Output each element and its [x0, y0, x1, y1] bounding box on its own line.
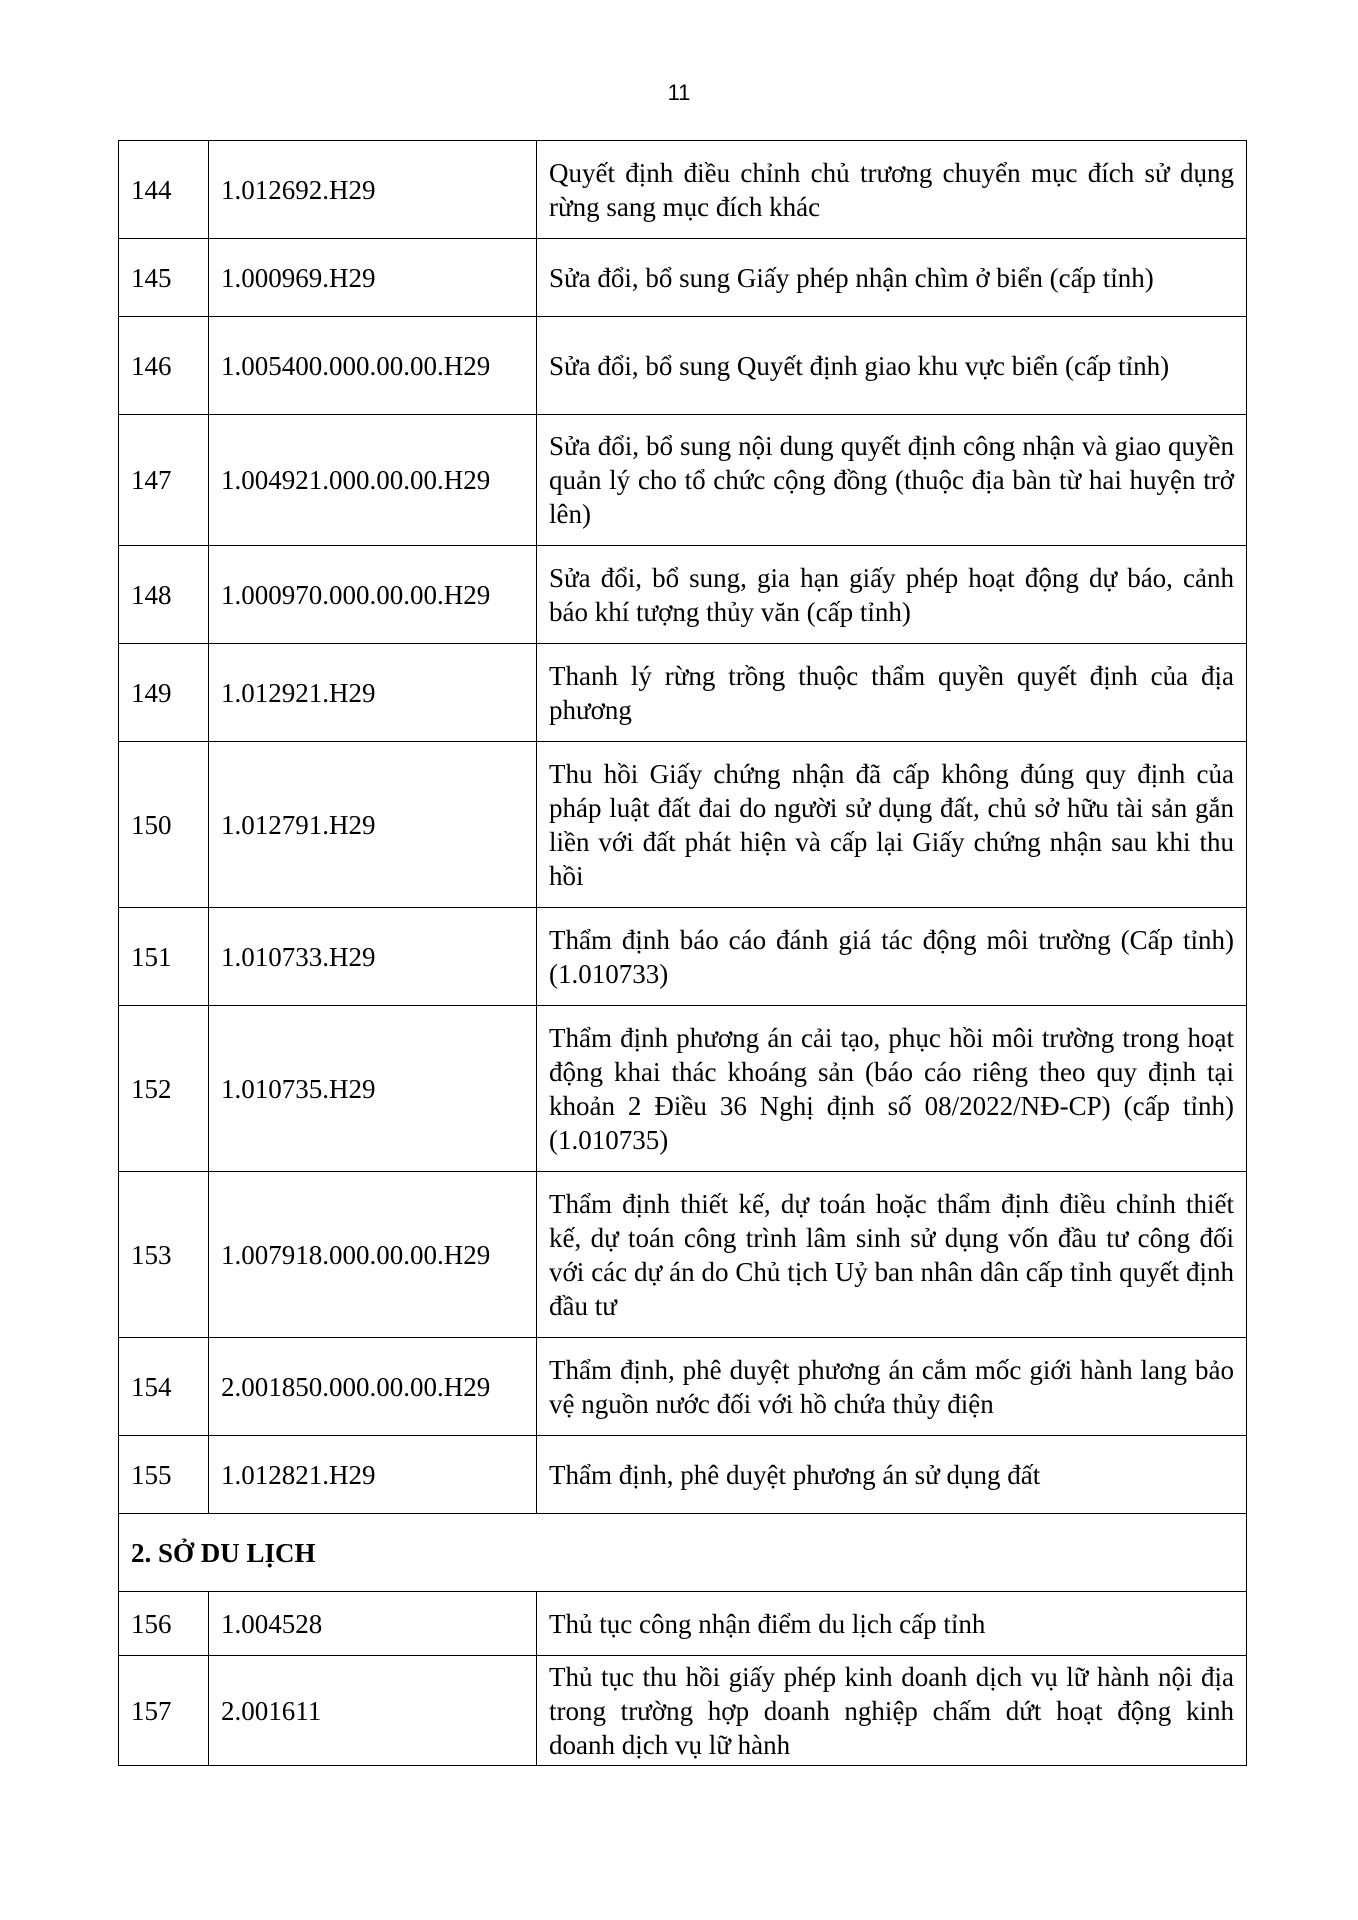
procedure-code: 2.001850.000.00.00.H29: [209, 1338, 537, 1436]
row-number: 147: [119, 415, 209, 546]
row-number: 144: [119, 141, 209, 239]
row-number: 145: [119, 239, 209, 317]
table-row: [119, 742, 1247, 908]
table-row: [119, 317, 1247, 415]
procedure-code: 1.010735.H29: [209, 1006, 537, 1172]
table-row: [119, 1436, 1247, 1514]
table-row: [119, 644, 1247, 742]
procedure-code: 2.001611: [209, 1656, 537, 1766]
row-number: 155: [119, 1436, 209, 1514]
procedure-code: 1.012821.H29: [209, 1436, 537, 1514]
procedure-name: Quyết định điều chỉnh chủ trương chuyển mục đích sử dụng rừng sang mục đích khác: [537, 141, 1247, 239]
section-title: 2. SỞ DU LỊCH: [119, 1514, 1247, 1592]
procedure-name: Thẩm định, phê duyệt phương án sử dụng đất: [537, 1436, 1247, 1514]
table-row: [119, 1006, 1247, 1172]
procedure-code: 1.004921.000.00.00.H29: [209, 415, 537, 546]
procedure-table: [118, 140, 1247, 1766]
table-row: [119, 1592, 1247, 1656]
procedure-name: Thẩm định báo cáo đánh giá tác động môi trường (Cấp tỉnh) (1.010733): [537, 908, 1247, 1006]
procedure-code: 1.012921.H29: [209, 644, 537, 742]
procedure-name: Thẩm định, phê duyệt phương án cắm mốc giới hành lang bảo vệ nguồn nước đối với hồ chứa thủy điện: [537, 1338, 1247, 1436]
procedure-code: 1.000970.000.00.00.H29: [209, 546, 537, 644]
procedure-code: 1.012692.H29: [209, 141, 537, 239]
procedure-name: Thủ tục thu hồi giấy phép kinh doanh dịch vụ lữ hành nội địa trong trường hợp doanh nghiệp chấm dứt hoạt động kinh doanh dịch vụ lữ hành: [537, 1656, 1247, 1766]
row-number: 151: [119, 908, 209, 1006]
row-number: 152: [119, 1006, 209, 1172]
procedure-code: 1.004528: [209, 1592, 537, 1656]
row-number: 156: [119, 1592, 209, 1656]
table-row: [119, 239, 1247, 317]
table-row: [119, 141, 1247, 239]
row-number: 154: [119, 1338, 209, 1436]
procedure-table-body: [119, 141, 1247, 1766]
row-number: 150: [119, 742, 209, 908]
procedure-name: Thanh lý rừng trồng thuộc thẩm quyền quyết định của địa phương: [537, 644, 1247, 742]
procedure-name: Sửa đổi, bổ sung nội dung quyết định công nhận và giao quyền quản lý cho tổ chức cộng đồng (thuộc địa bàn từ hai huyện trở lên): [537, 415, 1247, 546]
procedure-name: Thẩm định thiết kế, dự toán hoặc thẩm định điều chỉnh thiết kế, dự toán công trình lâm sinh sử dụng vốn đầu tư công đối với các dự án do Chủ tịch Uỷ ban nhân dân cấp tỉnh quyết định đầu tư: [537, 1172, 1247, 1338]
row-number: 157: [119, 1656, 209, 1766]
row-number: 149: [119, 644, 209, 742]
table-row: [119, 1656, 1247, 1766]
procedure-code: 1.000969.H29: [209, 239, 537, 317]
procedure-name: Sửa đổi, bổ sung Giấy phép nhận chìm ở biển (cấp tỉnh): [537, 239, 1247, 317]
table-row: [119, 546, 1247, 644]
table-row: [119, 1172, 1247, 1338]
procedure-code: 1.012791.H29: [209, 742, 537, 908]
table-row: [119, 415, 1247, 546]
section-row: [119, 1514, 1247, 1592]
procedure-name: Thu hồi Giấy chứng nhận đã cấp không đúng quy định của pháp luật đất đai do người sử dụng đất, chủ sở hữu tài sản gắn liền với đất phát hiện và cấp lại Giấy chứng nhận sau khi thu hồi: [537, 742, 1247, 908]
procedure-name: Thủ tục công nhận điểm du lịch cấp tỉnh: [537, 1592, 1247, 1656]
page-number: 11: [667, 80, 691, 105]
row-number: 146: [119, 317, 209, 415]
row-number: 153: [119, 1172, 209, 1338]
table-row: [119, 908, 1247, 1006]
row-number: 148: [119, 546, 209, 644]
procedure-code: 1.010733.H29: [209, 908, 537, 1006]
table-row: [119, 1338, 1247, 1436]
procedure-name: Sửa đổi, bổ sung, gia hạn giấy phép hoạt động dự báo, cảnh báo khí tượng thủy văn (cấp tỉnh): [537, 546, 1247, 644]
procedure-code: 1.005400.000.00.00.H29: [209, 317, 537, 415]
procedure-name: Sửa đổi, bổ sung Quyết định giao khu vực biển (cấp tỉnh): [537, 317, 1247, 415]
procedure-name: Thẩm định phương án cải tạo, phục hồi môi trường trong hoạt động khai thác khoáng sản (báo cáo riêng theo quy định tại khoản 2 Điều 36 Nghị định số 08/2022/NĐ-CP) (cấp tỉnh) (1.010735): [537, 1006, 1247, 1172]
procedure-code: 1.007918.000.00.00.H29: [209, 1172, 537, 1338]
